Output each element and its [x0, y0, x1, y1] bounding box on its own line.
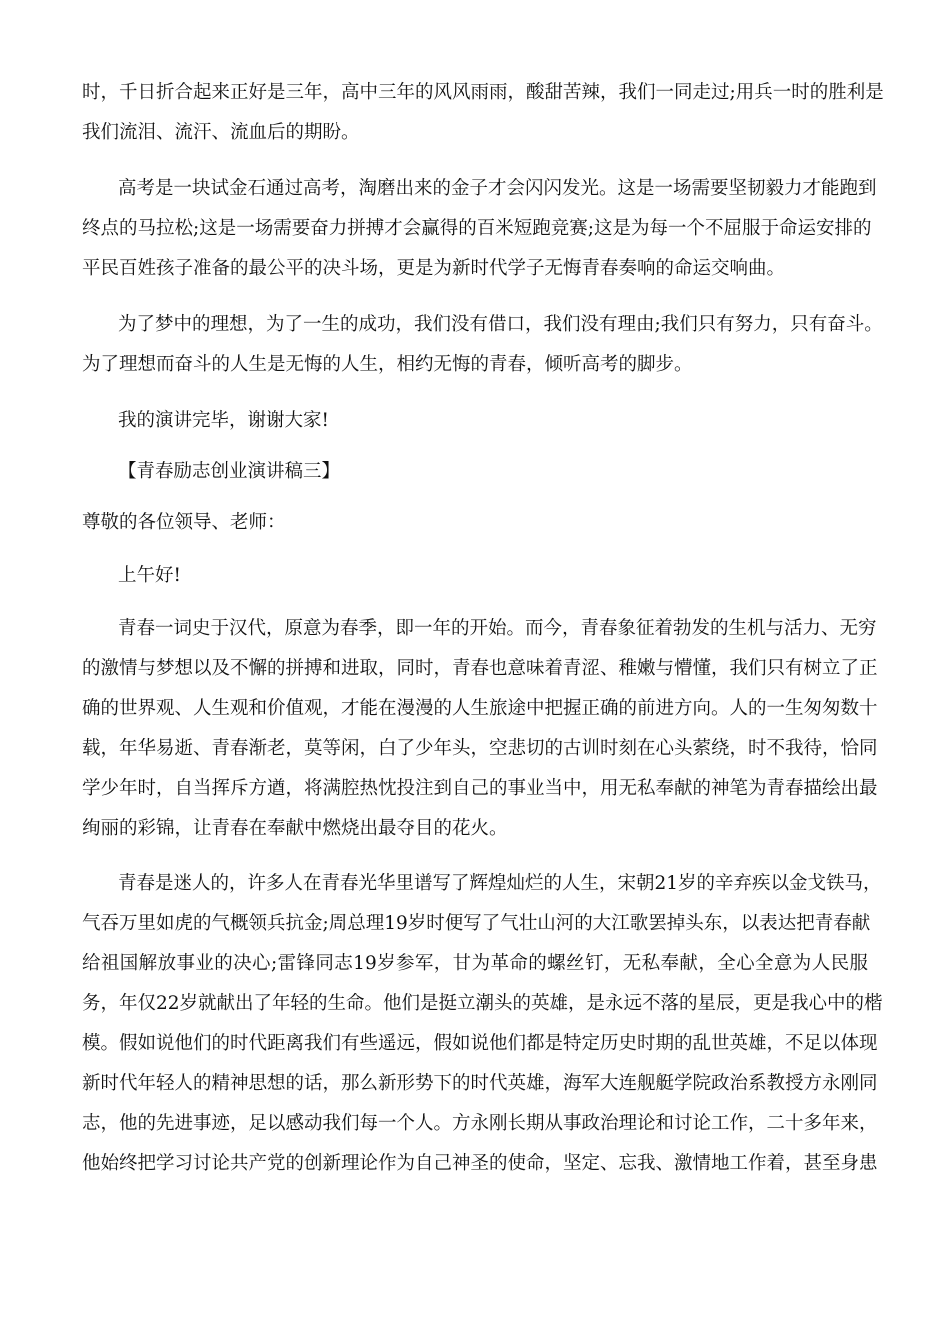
text-line: 为了理想而奋斗的人生是无悔的人生，相约无悔的青春，倾听高考的脚步。 — [82, 354, 693, 375]
text-line: 新时代年轻人的精神思想的话，那么新形势下的时代英雄，海军大连舰艇学院政治系教授方永刚同 — [82, 1073, 878, 1094]
text-line: 气吞万里如虎的气概领兵抗金;周总理19岁时便写了气壮山河的大江歌罢掉头东，以表达把青春献 — [82, 913, 871, 934]
greeting: 上午好! — [118, 565, 181, 586]
salutation: 尊敬的各位领导、老师： — [82, 512, 286, 533]
text-line: 给祖国解放事业的决心;雷锋同志19岁参军，甘为革命的螺丝钉，无私奉献，全心全意为人民服 — [82, 953, 868, 974]
text-line: 平民百姓孩子准备的最公平的决斗场，更是为新时代学子无悔青春奏响的命运交响曲。 — [82, 258, 786, 279]
paragraph-first-line: 我的演讲完毕，谢谢大家! — [118, 410, 329, 431]
text-line: 确的世界观、人生观和价值观，才能在漫漫的人生旅途中把握正确的前进方向。人的一生匆匆数十 — [82, 698, 878, 719]
text-line: 模。假如说他们的时代距离我们有些遥远，假如说他们都是特定历史时期的乱世英雄，不足以体现 — [82, 1033, 878, 1054]
text-line: 他始终把学习讨论共产党的创新理论作为自己神圣的使命，坚定、忘我、激情地工作着，甚至身患 — [82, 1153, 878, 1174]
text-line: 我们流泪、流汗、流血后的期盼。 — [82, 122, 360, 143]
text-line: 时，千日折合起来正好是三年，高中三年的风风雨雨，酸甜苦辣，我们一同走过;用兵一时的胜利是 — [82, 82, 884, 103]
text-line: 学少年时，自当挥斥方遒，将满腔热忱投注到自己的事业当中，用无私奉献的神笔为青春描绘出最 — [82, 778, 878, 799]
paragraph-first-line: 为了梦中的理想，为了一生的成功，我们没有借口，我们没有理由;我们只有努力，只有奋斗。 — [118, 314, 883, 335]
paragraph-first-line: 青春是迷人的，许多人在青春光华里谱写了辉煌灿烂的人生，宋朝21岁的辛弃疾以金戈铁马， — [118, 873, 882, 894]
text-line: 终点的马拉松;这是一场需要奋力拼搏才会赢得的百米短跑竞赛;这是为每一个不屈服于命运安排的 — [82, 218, 872, 239]
text-line: 务，年仅22岁就献出了年轻的生命。他们是挺立潮头的英雄，是永远不落的星辰，更是我心中的楷 — [82, 993, 883, 1014]
text-line: 载，年华易逝、青春渐老，莫等闲，白了少年头，空悲切的古训时刻在心头萦绕，时不我待，恰同 — [82, 738, 878, 759]
section-heading: 【青春励志创业演讲稿三】 — [118, 461, 341, 482]
text-line: 志，他的先进事迹，足以感动我们每一个人。方永刚长期从事政治理论和讨论工作，二十多年来， — [82, 1113, 878, 1134]
text-line: 的激情与梦想以及不懈的拼搏和进取，同时，青春也意味着青涩、稚嫩与懵懂，我们只有树立了正 — [82, 658, 878, 679]
paragraph-first-line: 青春一词史于汉代，原意为春季，即一年的开始。而今，青春象征着勃发的生机与活力、无穷 — [118, 618, 877, 639]
paragraph-first-line: 高考是一块试金石通过高考，淘磨出来的金子才会闪闪发光。这是一场需要坚韧毅力才能跑到 — [118, 178, 877, 199]
text-line: 绚丽的彩锦，让青春在奉献中燃烧出最夺目的花火。 — [82, 818, 508, 839]
